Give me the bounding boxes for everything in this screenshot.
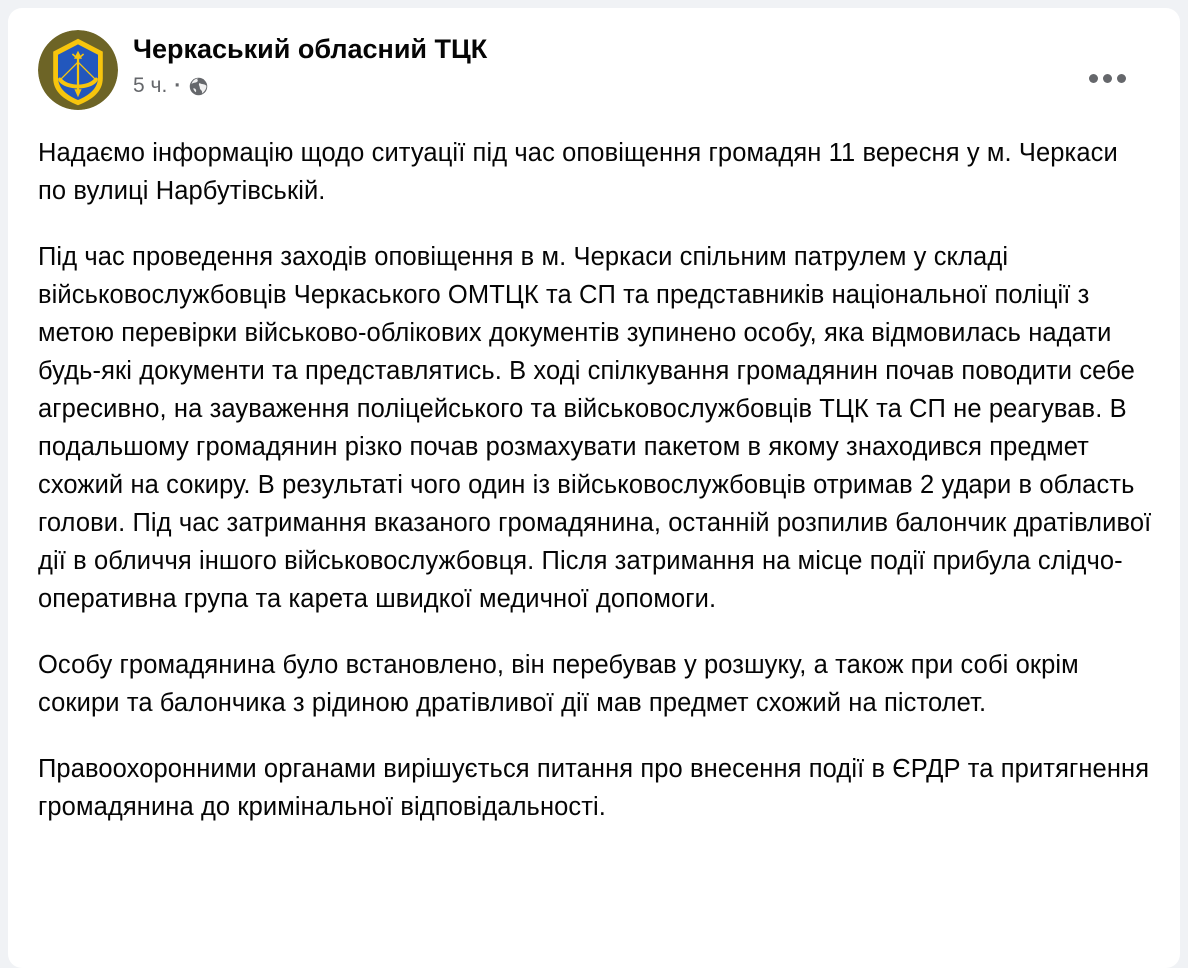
public-globe-icon: [188, 76, 209, 97]
post-paragraph: Під час проведення заходів оповіщення в м. Черкаси спільним патрулем у складі військовослужбовців Черкаського ОМТЦК та СП та представників національної поліції з метою перевірки військово-облікових документів зупинено особу, яка відмовилась надати будь-які документи та представлятись. В ході спілкування громадянин почав поводити себе агресивно, на зауваження поліцейського та військовослужбовців ТЦК та СП не реагував. В подальшому громадянин різко почав розмахувати пакетом в якому знаходився предмет схожий на сокиру. В результаті чого один із військовослужбовців отримав 2 удари в область голови. Під час затримання вказаного громадянина, останній розпилив балончик дратівливої дії в обличчя іншого військовослужбовця. Після затримання на місце події прибула слідчо-оперативна група та карета швидкої медичної допомоги.: [38, 243, 1152, 613]
post-menu-button ellipsis-icon[interactable]: [1076, 56, 1138, 100]
facebook-post-card: [8, 8, 1180, 968]
ellipsis-dot: [1117, 74, 1126, 83]
post-paragraph: Особу громадянина було встановлено, він перебував у розшуку, а також при собі окрім сокири та балончика з рідиною дратівливої дії мав предмет схожий на пістолет.: [38, 651, 1079, 717]
post-header: [38, 30, 1152, 110]
page-avatar bow-and-arrow-shield-emblem[interactable]: [38, 30, 118, 110]
page-name-link[interactable]: Черкаський обласний ТЦК: [133, 34, 488, 64]
meta-separator: ·: [174, 73, 182, 97]
post-meta[interactable]: [133, 74, 487, 98]
post-timestamp[interactable]: 5 ч.: [133, 73, 168, 97]
post-paragraph: Правоохоронними органами вирішується питання про внесення події в ЄРДР та притягнення громадянина до кримінальної відповідальності.: [38, 755, 1150, 821]
post-paragraph: Надаємо інформацію щодо ситуації під час оповіщення громадян 11 вересня у м. Черкаси по вулиці Нарбутівській.: [38, 139, 1118, 205]
post-body: [38, 134, 1152, 826]
ellipsis-dot: [1089, 74, 1098, 83]
ellipsis-dot: [1103, 74, 1112, 83]
post-header-text: [133, 33, 487, 98]
